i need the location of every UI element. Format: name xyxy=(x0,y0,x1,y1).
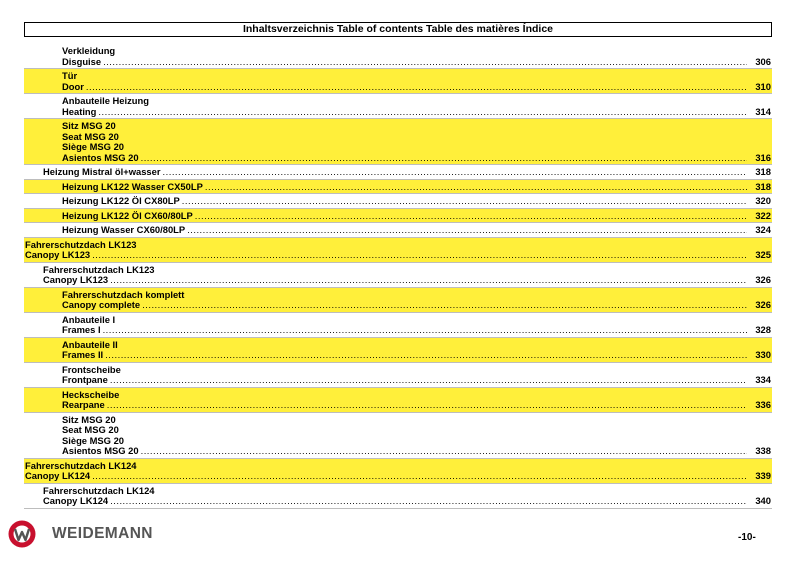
toc-entry-title-line: Fahrerschutzdach LK123 xyxy=(43,263,155,275)
toc-page-number: 324 xyxy=(755,224,771,235)
toc-header xyxy=(24,22,772,37)
dot-leader xyxy=(103,57,747,68)
toc-entry[interactable] xyxy=(24,484,772,509)
weidemann-logo-icon xyxy=(6,519,40,549)
toc-entry-title-line: Anbauteile I xyxy=(62,313,116,325)
dot-leader xyxy=(92,471,747,482)
toc-entry[interactable] xyxy=(24,413,772,459)
toc-entry-title-line: Door xyxy=(62,80,84,92)
toc-entry[interactable] xyxy=(24,69,772,94)
toc-entry-title-line: Heizung Mistral öl+wasser xyxy=(43,166,161,177)
toc-entry-title-line: Heizung LK122 Öl CX80LP xyxy=(62,195,180,206)
page-number: -10- xyxy=(738,532,756,543)
toc-entry[interactable] xyxy=(24,119,772,165)
toc-entry-title-line: Sitz MSG 20 xyxy=(62,120,116,131)
toc-entry-title-line: Rearpane xyxy=(62,399,105,410)
dot-leader xyxy=(187,225,747,236)
toc-entry[interactable] xyxy=(24,288,772,313)
toc-page-number: 340 xyxy=(755,495,771,506)
toc-entry-title-line: Frontpane xyxy=(62,374,108,385)
table-of-contents xyxy=(24,44,772,509)
toc-entry[interactable] xyxy=(24,180,772,195)
dot-leader xyxy=(182,196,747,207)
toc-entry-title-line: Heckscheibe xyxy=(62,388,120,400)
dot-leader xyxy=(103,325,747,336)
toc-page-number: 310 xyxy=(755,80,771,92)
toc-entry[interactable] xyxy=(24,363,772,388)
toc-entry[interactable] xyxy=(24,263,772,288)
toc-entry-title-line: Canopy LK123 xyxy=(25,249,91,260)
toc-entry-title-line: Siège MSG 20 xyxy=(62,141,125,152)
toc-entry-title-line: Canopy complete xyxy=(62,299,141,310)
toc-page-number: 330 xyxy=(755,349,771,360)
dot-leader xyxy=(141,446,747,457)
toc-entry-title-line: Frontscheibe xyxy=(62,363,121,375)
toc-header-title: Inhaltsverzeichnis Table of contents Table des matières Índice xyxy=(242,23,554,35)
dot-leader xyxy=(163,167,748,178)
dot-leader xyxy=(110,275,747,286)
toc-entry[interactable] xyxy=(24,313,772,338)
toc-entry[interactable] xyxy=(24,94,772,119)
dot-leader xyxy=(142,300,747,311)
toc-page-number: 314 xyxy=(755,105,771,117)
toc-entry-title-line: Seat MSG 20 xyxy=(62,130,119,142)
dot-leader xyxy=(110,496,747,507)
toc-entry-title-line: Heating xyxy=(62,105,97,117)
toc-page-number: 318 xyxy=(755,166,771,177)
toc-entry-title-line: Fahrerschutzdach LK124 xyxy=(43,484,155,496)
toc-page-number: 326 xyxy=(755,299,771,310)
toc-entry[interactable] xyxy=(24,165,772,180)
toc-entry-title-line: Fahrerschutzdach LK124 xyxy=(25,459,137,471)
toc-entry[interactable] xyxy=(24,209,772,224)
toc-entry-title-line: Frames II xyxy=(62,349,104,360)
toc-entry-title-line: Heizung Wasser CX60/80LP xyxy=(62,224,186,235)
toc-entry[interactable] xyxy=(24,223,772,238)
toc-entry-title-line: Siège MSG 20 xyxy=(62,434,125,446)
dot-leader xyxy=(195,211,747,222)
toc-entry-title-line: Asientos MSG 20 xyxy=(62,151,139,163)
toc-entry-title-line: Sitz MSG 20 xyxy=(62,413,116,425)
toc-entry[interactable] xyxy=(24,459,772,484)
dot-leader xyxy=(141,153,747,164)
toc-entry-title-line: Heizung LK122 Öl CX60/80LP xyxy=(62,209,193,221)
brand-name: WEIDEMANN xyxy=(52,525,153,542)
toc-page-number: 306 xyxy=(755,55,771,67)
toc-page-number: 316 xyxy=(755,151,771,163)
toc-page-number: 339 xyxy=(755,470,771,481)
toc-entry-title-line: Asientos MSG 20 xyxy=(62,445,139,456)
toc-entry-title-line: Frames I xyxy=(62,324,101,335)
toc-entry-title-line: Disguise xyxy=(62,55,102,67)
toc-entry-title-line: Canopy LK124 xyxy=(43,495,109,506)
toc-entry-title-line: Fahrerschutzdach komplett xyxy=(62,288,185,300)
toc-entry[interactable] xyxy=(24,238,772,263)
toc-entry-title-line: Heizung LK122 Wasser CX50LP xyxy=(62,180,203,192)
toc-page-number: 320 xyxy=(755,195,771,206)
toc-page-number: 328 xyxy=(755,324,771,335)
toc-page-number: 322 xyxy=(755,209,771,221)
toc-entry-title-line: Seat MSG 20 xyxy=(62,424,119,435)
dot-leader xyxy=(86,82,747,93)
toc-page-number: 326 xyxy=(755,274,771,285)
toc-entry-title-line: Fahrerschutzdach LK123 xyxy=(25,238,137,250)
dot-leader xyxy=(92,250,747,261)
toc-page-number: 318 xyxy=(755,180,771,192)
toc-entry-title-line: Verkleidung xyxy=(62,45,116,56)
toc-page-number: 334 xyxy=(755,374,771,385)
toc-entry[interactable] xyxy=(24,388,772,413)
toc-entry-title-line: Canopy LK124 xyxy=(25,470,91,481)
weidemann-logo xyxy=(6,519,186,549)
dot-leader xyxy=(98,107,747,118)
toc-entry[interactable] xyxy=(24,44,772,69)
toc-page-number: 338 xyxy=(755,445,771,456)
dot-leader xyxy=(110,375,747,386)
dot-leader xyxy=(205,182,747,193)
toc-entry-title-line: Anbauteile II xyxy=(62,338,118,350)
dot-leader xyxy=(107,400,747,411)
toc-entry-title-line: Tür xyxy=(62,70,78,81)
toc-entry[interactable] xyxy=(24,194,772,209)
toc-entry-title-line: Anbauteile Heizung xyxy=(62,95,149,106)
toc-page-number: 325 xyxy=(755,249,771,260)
toc-page-number: 336 xyxy=(755,399,771,410)
toc-entry[interactable] xyxy=(24,338,772,363)
toc-entry-title-line: Canopy LK123 xyxy=(43,274,109,285)
dot-leader xyxy=(105,350,747,361)
